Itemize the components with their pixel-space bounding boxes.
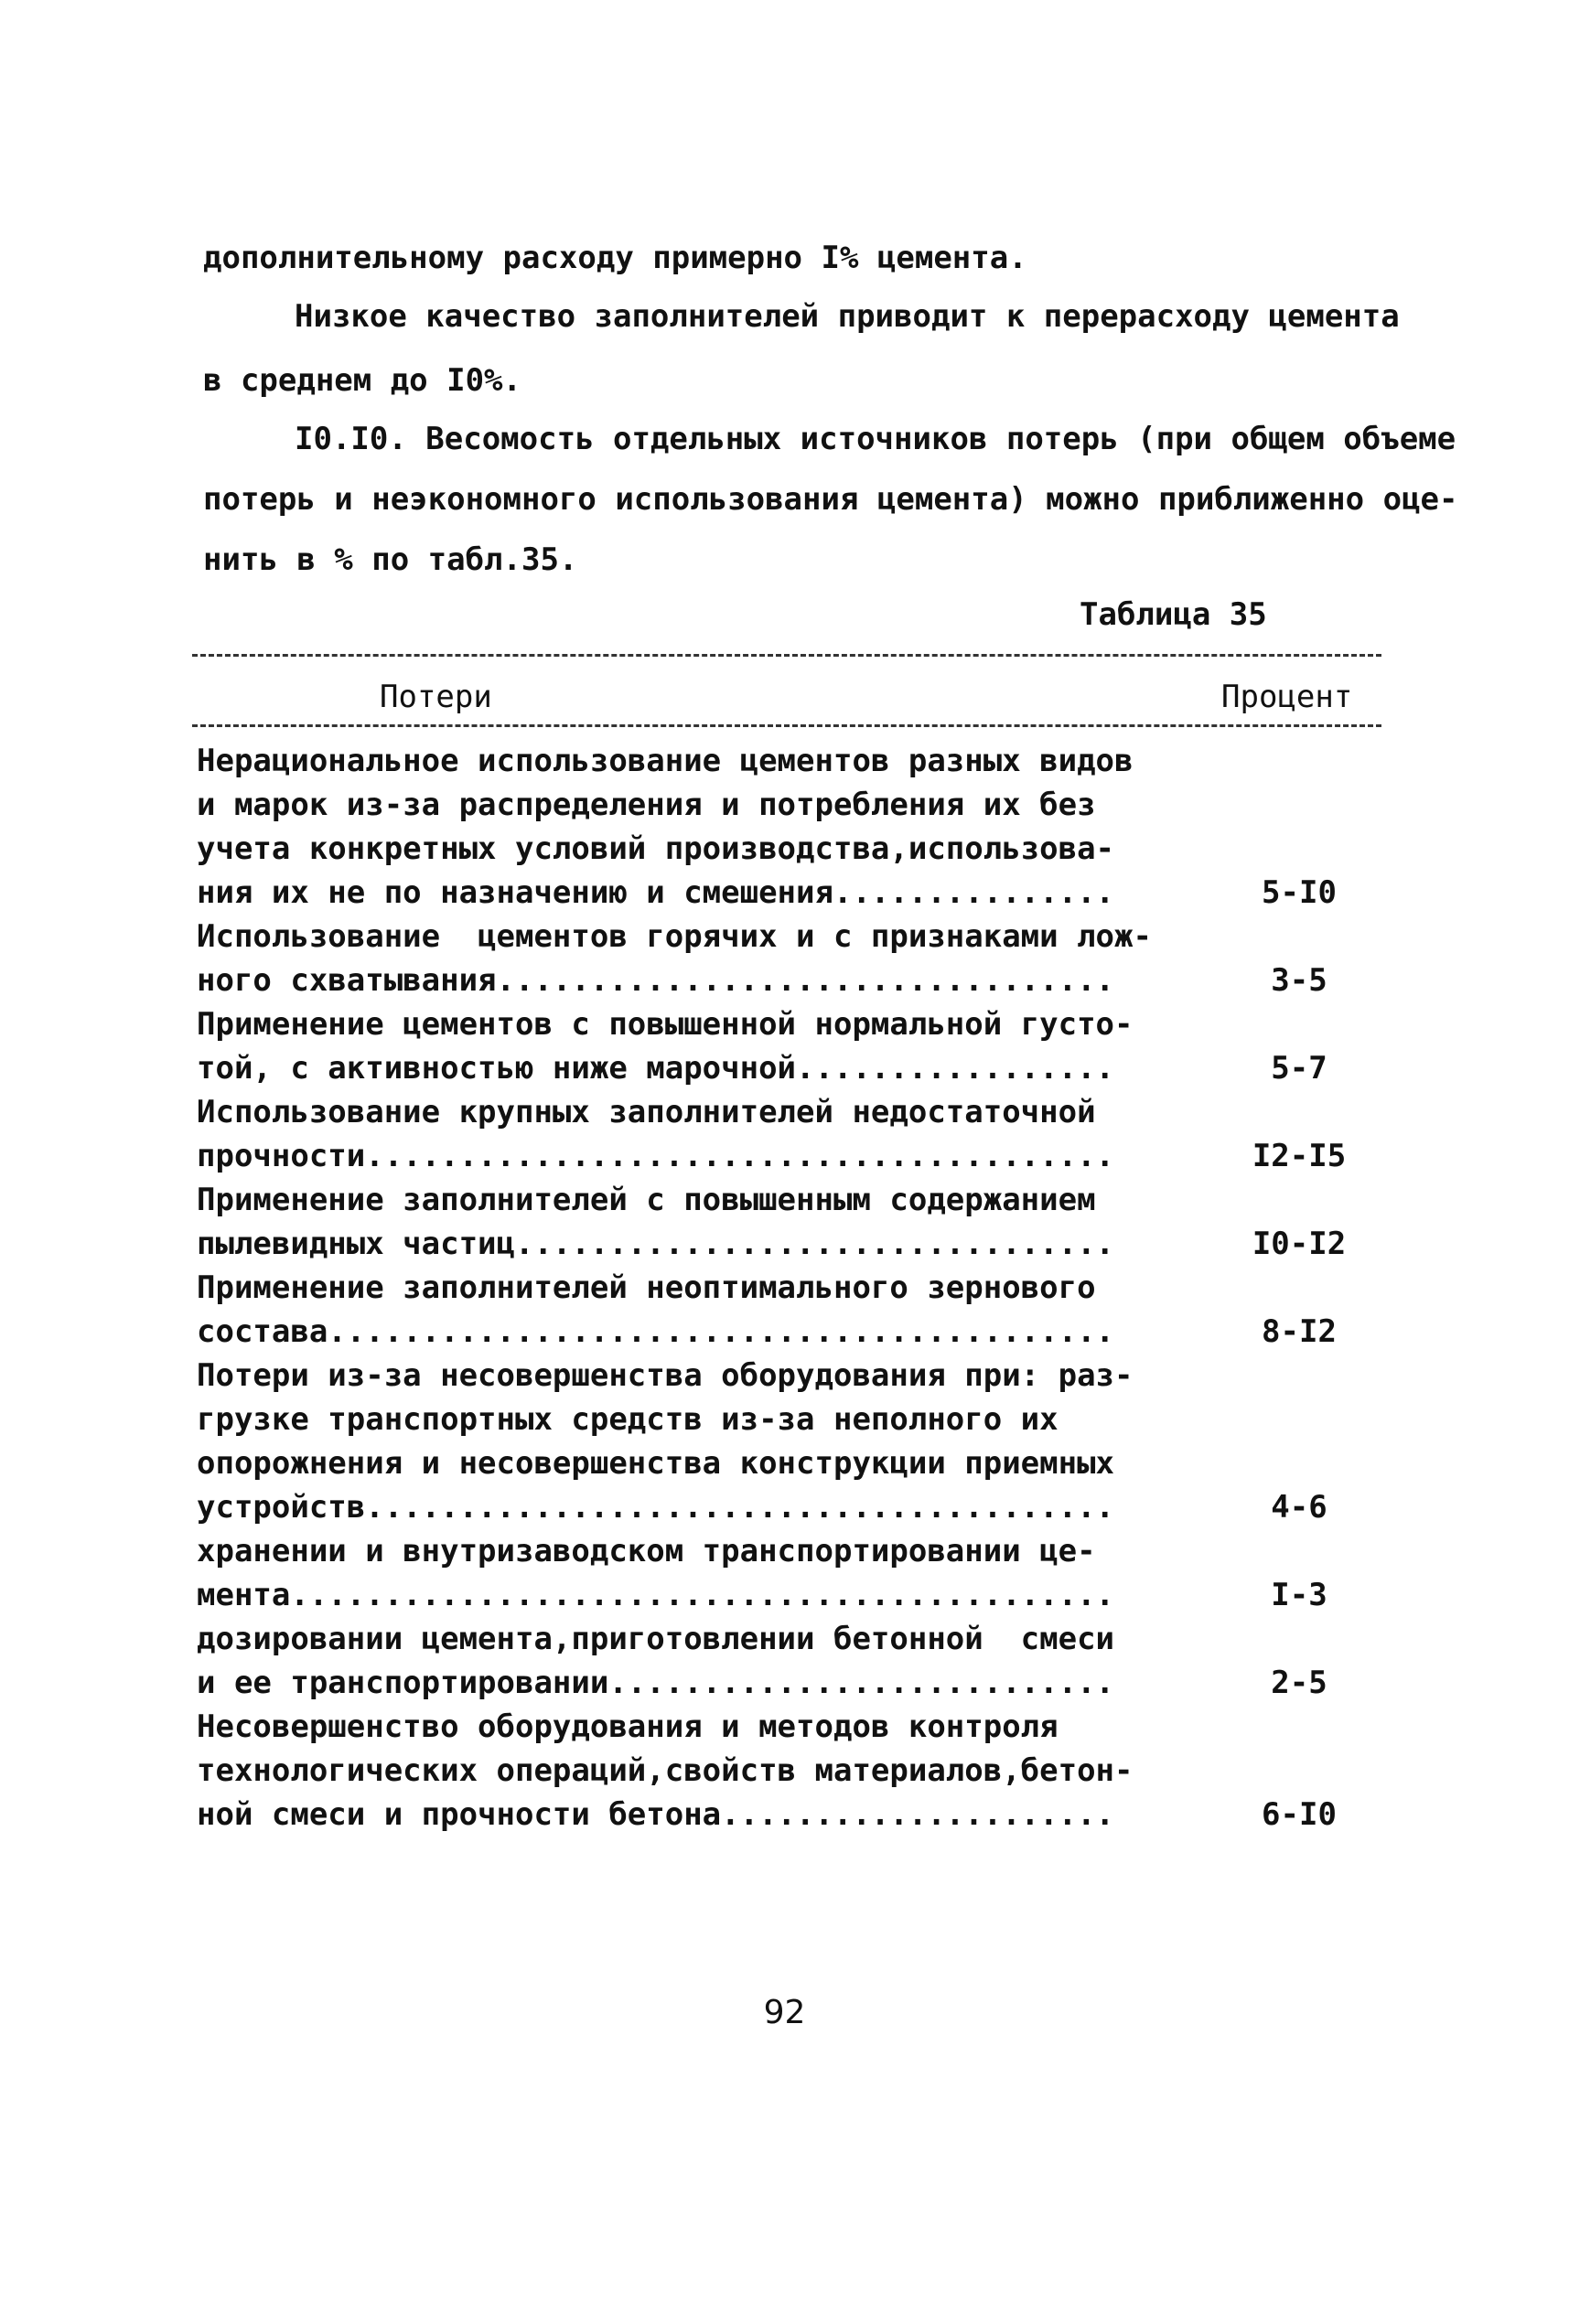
table-row-4-line-2: прочности........................................ <box>197 1138 1115 1174</box>
table-row-5-value: I0-I2 <box>1252 1226 1347 1262</box>
table-row-9-line-1: дозировании цемента,приготовлении бетонной смеси <box>197 1621 1115 1657</box>
table-row-3-line-2: той, с активностью ниже марочной................. <box>197 1050 1115 1087</box>
table-row-7-line-4: устройств........................................ <box>197 1489 1115 1526</box>
intro-line-3: в среднем до I0%. <box>203 362 521 399</box>
table-row-10-line-3: ной смеси и прочности бетона..................... <box>197 1796 1115 1833</box>
table-row-4-value: I2-I5 <box>1252 1138 1347 1174</box>
page-number: 92 <box>763 1994 806 2031</box>
table-row-10-line-2: технологических операций,свойств материалов,бетон- <box>197 1752 1134 1789</box>
table-row-10-line-1: Несовершенство оборудования и методов контроля <box>197 1708 1059 1745</box>
table-row-7-line-1: Потери из-за несовершенства оборудования при: раз- <box>197 1357 1134 1394</box>
table-row-7-line-3: опорожнения и несовершенства конструкции приемных <box>197 1445 1115 1482</box>
table-row-7-line-2: грузке транспортных средств из-за неполного их <box>197 1401 1059 1438</box>
table-row-2-line-2: ного схватывания................................. <box>197 962 1115 999</box>
table-row-8-line-2: мента............................................ <box>197 1577 1115 1613</box>
table-row-6-line-1: Применение заполнителей неоптимального зернового <box>197 1269 1096 1306</box>
table-row-4-line-1: Использование крупных заполнителей недостаточной <box>197 1094 1096 1130</box>
table-header-loss: Потери <box>380 679 492 715</box>
table-row-9-value: 2-5 <box>1271 1665 1327 1701</box>
intro-line-2: Низкое качество заполнителей приводит к перерасходу цемента <box>295 298 1400 335</box>
table-row-6-line-2: состава.......................................... <box>197 1313 1115 1350</box>
table-row-1-line-2: и марок из-за распределения и потребления их без <box>197 787 1096 823</box>
table-row-2-line-1: Использование цементов горячих и с признаками лож- <box>197 918 1152 955</box>
table-caption: Таблица 35 <box>1080 596 1267 633</box>
table-row-1-value: 5-I0 <box>1262 874 1337 911</box>
table-row-2-value: 3-5 <box>1271 962 1327 999</box>
intro-line-1: дополнительному расходу примерно I% цемента. <box>203 240 1027 276</box>
table-row-5-line-2: пылевидных частиц................................ <box>197 1226 1115 1262</box>
table-row-7-value: 4-6 <box>1271 1489 1327 1526</box>
table-row-8-line-1: хранении и внутризаводском транспортировании це- <box>197 1533 1096 1569</box>
table-row-3-value: 5-7 <box>1271 1050 1327 1087</box>
table-row-6-value: 8-I2 <box>1262 1313 1337 1350</box>
intro-line-5: потерь и неэкономного использования цемента) можно приближенно оце- <box>203 481 1458 518</box>
table-header-percent: Процент <box>1221 679 1353 715</box>
table-row-3-line-1: Применение цементов с повышенной нормальной густо- <box>197 1006 1134 1043</box>
table-row-1-line-1: Нерациональное использование цементов разных видов <box>197 743 1134 779</box>
table-row-5-line-1: Применение заполнителей с повышенным содержанием <box>197 1182 1096 1218</box>
intro-line-6: нить в % по табл.35. <box>203 541 578 578</box>
table-row-10-value: 6-I0 <box>1262 1796 1337 1833</box>
table-top-rule <box>192 654 1381 657</box>
table-row-8-value: I-3 <box>1271 1577 1327 1613</box>
intro-line-4: I0.I0. Весомость отдельных источников потерь (при общем объеме <box>295 421 1456 457</box>
table-row-9-line-2: и ее транспортировании........................... <box>197 1665 1115 1701</box>
table-header-rule <box>192 724 1381 727</box>
table-row-1-line-4: ния их не по назначению и смешения............... <box>197 874 1115 911</box>
table-row-1-line-3: учета конкретных условий производства,использова- <box>197 830 1115 867</box>
